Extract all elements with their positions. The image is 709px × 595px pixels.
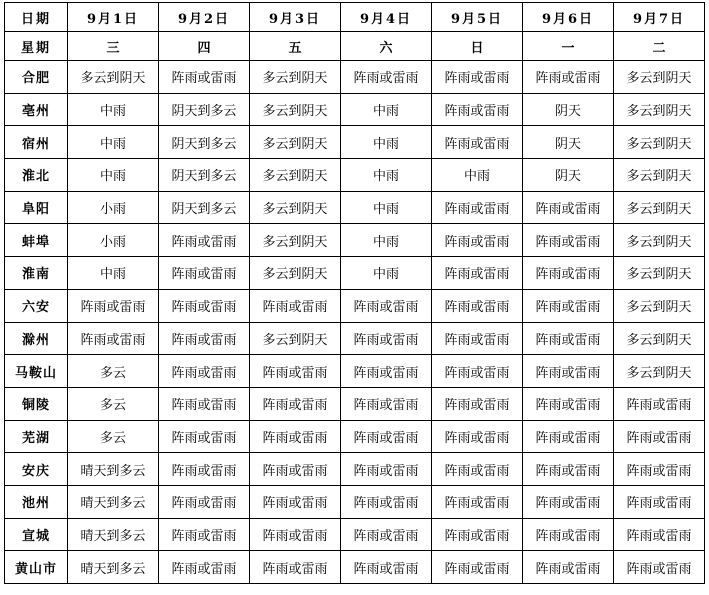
- forecast-cell: 阵雨或雷雨: [68, 289, 159, 322]
- weekday-header-cell: 二: [614, 32, 705, 61]
- forecast-cell: 阵雨或雷雨: [432, 387, 523, 420]
- forecast-cell: 阵雨或雷雨: [250, 551, 341, 584]
- weekday-header-cell: 三: [68, 32, 159, 61]
- date-header-cell: 9月6日: [523, 3, 614, 32]
- forecast-cell: 阵雨或雷雨: [341, 387, 432, 420]
- forecast-cell: 中雨: [432, 159, 523, 192]
- table-row: [5, 126, 705, 159]
- city-name-cell: 阜阳: [5, 191, 68, 224]
- forecast-cell: 阵雨或雷雨: [432, 485, 523, 518]
- forecast-cell: 阵雨或雷雨: [523, 322, 614, 355]
- table-row: [5, 485, 705, 518]
- forecast-body: [5, 61, 705, 584]
- forecast-cell: 阵雨或雷雨: [159, 453, 250, 486]
- forecast-cell: 阵雨或雷雨: [159, 289, 250, 322]
- forecast-cell: 多云到阴天: [614, 289, 705, 322]
- city-name-cell: 六安: [5, 289, 68, 322]
- weekday-header-cell: 五: [250, 32, 341, 61]
- forecast-cell: 阵雨或雷雨: [432, 453, 523, 486]
- corner-date-label: 日期: [5, 3, 68, 32]
- forecast-cell: 阵雨或雷雨: [614, 453, 705, 486]
- forecast-cell: 多云到阴天: [250, 126, 341, 159]
- table-row: [5, 61, 705, 94]
- forecast-cell: 多云: [68, 355, 159, 388]
- forecast-cell: 阵雨或雷雨: [432, 289, 523, 322]
- forecast-cell: 中雨: [341, 93, 432, 126]
- forecast-cell: 阵雨或雷雨: [341, 518, 432, 551]
- table-row: [5, 191, 705, 224]
- forecast-cell: 阵雨或雷雨: [523, 453, 614, 486]
- table-row: [5, 289, 705, 322]
- weekday-header-cell: 日: [432, 32, 523, 61]
- forecast-cell: 阵雨或雷雨: [341, 355, 432, 388]
- forecast-cell: 阵雨或雷雨: [523, 420, 614, 453]
- forecast-cell: 晴天到多云: [68, 518, 159, 551]
- city-name-cell: 安庆: [5, 453, 68, 486]
- weekday-header-cell: 四: [159, 32, 250, 61]
- forecast-cell: 阵雨或雷雨: [159, 387, 250, 420]
- forecast-cell: 阵雨或雷雨: [341, 420, 432, 453]
- city-name-cell: 合肥: [5, 61, 68, 94]
- city-name-cell: 淮南: [5, 257, 68, 290]
- forecast-cell: 阵雨或雷雨: [250, 518, 341, 551]
- city-name-cell: 亳州: [5, 93, 68, 126]
- weather-forecast-table: [4, 2, 705, 584]
- date-header-cell: 9月3日: [250, 3, 341, 32]
- city-name-cell: 宣城: [5, 518, 68, 551]
- forecast-cell: 阵雨或雷雨: [432, 257, 523, 290]
- forecast-cell: 阵雨或雷雨: [341, 289, 432, 322]
- forecast-cell: 多云到阴天: [250, 93, 341, 126]
- forecast-cell: 阵雨或雷雨: [523, 355, 614, 388]
- forecast-cell: 中雨: [341, 159, 432, 192]
- forecast-cell: 阵雨或雷雨: [250, 420, 341, 453]
- forecast-cell: 阵雨或雷雨: [614, 551, 705, 584]
- forecast-cell: 阵雨或雷雨: [159, 257, 250, 290]
- forecast-cell: 多云: [68, 387, 159, 420]
- forecast-cell: 晴天到多云: [68, 453, 159, 486]
- forecast-cell: 阵雨或雷雨: [523, 551, 614, 584]
- forecast-cell: 阵雨或雷雨: [159, 485, 250, 518]
- forecast-cell: 多云到阴天: [614, 61, 705, 94]
- forecast-cell: 阵雨或雷雨: [432, 420, 523, 453]
- forecast-cell: 多云到阴天: [614, 159, 705, 192]
- forecast-table-container: [4, 2, 705, 584]
- table-row: [5, 518, 705, 551]
- forecast-cell: 多云到阴天: [68, 61, 159, 94]
- forecast-cell: 阵雨或雷雨: [523, 61, 614, 94]
- forecast-cell: 阴天: [523, 93, 614, 126]
- forecast-cell: 阵雨或雷雨: [250, 485, 341, 518]
- forecast-cell: 阵雨或雷雨: [432, 126, 523, 159]
- forecast-cell: 阵雨或雷雨: [432, 355, 523, 388]
- city-name-cell: 马鞍山: [5, 355, 68, 388]
- forecast-cell: 多云到阴天: [250, 191, 341, 224]
- date-header-cell: 9月4日: [341, 3, 432, 32]
- forecast-cell: 阴天: [523, 159, 614, 192]
- forecast-cell: 阵雨或雷雨: [341, 551, 432, 584]
- forecast-cell: 阴天到多云: [159, 93, 250, 126]
- table-row: [5, 420, 705, 453]
- forecast-cell: 阵雨或雷雨: [523, 485, 614, 518]
- forecast-cell: 阵雨或雷雨: [68, 322, 159, 355]
- forecast-cell: 阵雨或雷雨: [523, 289, 614, 322]
- forecast-cell: 阵雨或雷雨: [341, 485, 432, 518]
- forecast-cell: 阵雨或雷雨: [614, 485, 705, 518]
- forecast-cell: 阵雨或雷雨: [159, 322, 250, 355]
- city-name-cell: 芜湖: [5, 420, 68, 453]
- forecast-cell: 多云到阴天: [250, 159, 341, 192]
- forecast-cell: 阵雨或雷雨: [250, 453, 341, 486]
- city-name-cell: 宿州: [5, 126, 68, 159]
- table-row: [5, 224, 705, 257]
- forecast-cell: 阵雨或雷雨: [614, 420, 705, 453]
- forecast-cell: 阵雨或雷雨: [614, 518, 705, 551]
- weekday-header-cell: 一: [523, 32, 614, 61]
- city-name-cell: 淮北: [5, 159, 68, 192]
- forecast-cell: 阵雨或雷雨: [523, 257, 614, 290]
- forecast-cell: 多云到阴天: [614, 191, 705, 224]
- forecast-cell: 阵雨或雷雨: [432, 322, 523, 355]
- forecast-cell: 中雨: [341, 257, 432, 290]
- forecast-cell: 阵雨或雷雨: [432, 93, 523, 126]
- forecast-cell: 阵雨或雷雨: [432, 191, 523, 224]
- forecast-cell: 阵雨或雷雨: [341, 61, 432, 94]
- date-header-cell: 9月5日: [432, 3, 523, 32]
- table-row: [5, 257, 705, 290]
- forecast-cell: 阵雨或雷雨: [159, 224, 250, 257]
- table-row: [5, 159, 705, 192]
- forecast-cell: 阵雨或雷雨: [250, 355, 341, 388]
- forecast-cell: 阵雨或雷雨: [523, 387, 614, 420]
- forecast-cell: 中雨: [341, 191, 432, 224]
- forecast-cell: 晴天到多云: [68, 551, 159, 584]
- corner-weekday-label: 星期: [5, 32, 68, 61]
- forecast-cell: 小雨: [68, 191, 159, 224]
- table-row: [5, 322, 705, 355]
- forecast-cell: 阵雨或雷雨: [159, 355, 250, 388]
- forecast-cell: 多云到阴天: [614, 93, 705, 126]
- forecast-cell: 阵雨或雷雨: [523, 191, 614, 224]
- forecast-cell: 阵雨或雷雨: [159, 551, 250, 584]
- forecast-cell: 多云到阴天: [614, 355, 705, 388]
- forecast-cell: 阴天到多云: [159, 159, 250, 192]
- forecast-cell: 阴天到多云: [159, 126, 250, 159]
- forecast-cell: 阵雨或雷雨: [159, 420, 250, 453]
- forecast-cell: 阵雨或雷雨: [523, 518, 614, 551]
- table-row: [5, 551, 705, 584]
- forecast-cell: 多云到阴天: [614, 224, 705, 257]
- forecast-cell: 阵雨或雷雨: [250, 289, 341, 322]
- city-name-cell: 蚌埠: [5, 224, 68, 257]
- forecast-cell: 阵雨或雷雨: [432, 518, 523, 551]
- forecast-cell: 阵雨或雷雨: [341, 453, 432, 486]
- forecast-cell: 阵雨或雷雨: [159, 61, 250, 94]
- forecast-cell: 多云到阴天: [250, 61, 341, 94]
- forecast-cell: 多云到阴天: [250, 322, 341, 355]
- forecast-cell: 小雨: [68, 224, 159, 257]
- weekday-header-cell: 六: [341, 32, 432, 61]
- forecast-cell: 多云到阴天: [250, 224, 341, 257]
- forecast-cell: 中雨: [68, 93, 159, 126]
- forecast-cell: 多云到阴天: [614, 126, 705, 159]
- forecast-cell: 阵雨或雷雨: [523, 224, 614, 257]
- table-row: [5, 355, 705, 388]
- forecast-cell: 阵雨或雷雨: [341, 322, 432, 355]
- forecast-cell: 晴天到多云: [68, 485, 159, 518]
- forecast-cell: 中雨: [68, 126, 159, 159]
- forecast-cell: 多云: [68, 420, 159, 453]
- date-header-row: [5, 3, 705, 32]
- forecast-cell: 多云到阴天: [614, 257, 705, 290]
- city-name-cell: 黄山市: [5, 551, 68, 584]
- weekday-header-row: [5, 32, 705, 61]
- forecast-cell: 阵雨或雷雨: [432, 61, 523, 94]
- forecast-cell: 中雨: [68, 159, 159, 192]
- forecast-cell: 阴天到多云: [159, 191, 250, 224]
- forecast-cell: 阴天: [523, 126, 614, 159]
- forecast-cell: 阵雨或雷雨: [432, 551, 523, 584]
- table-row: [5, 387, 705, 420]
- forecast-cell: 阵雨或雷雨: [159, 518, 250, 551]
- city-name-cell: 滁州: [5, 322, 68, 355]
- forecast-cell: 多云到阴天: [614, 322, 705, 355]
- forecast-cell: 中雨: [341, 224, 432, 257]
- date-header-cell: 9月7日: [614, 3, 705, 32]
- date-header-cell: 9月1日: [68, 3, 159, 32]
- forecast-cell: 阵雨或雷雨: [250, 387, 341, 420]
- table-row: [5, 453, 705, 486]
- forecast-cell: 阵雨或雷雨: [432, 224, 523, 257]
- forecast-cell: 多云到阴天: [250, 257, 341, 290]
- forecast-cell: 阵雨或雷雨: [614, 387, 705, 420]
- forecast-cell: 中雨: [68, 257, 159, 290]
- forecast-cell: 中雨: [341, 126, 432, 159]
- city-name-cell: 池州: [5, 485, 68, 518]
- date-header-cell: 9月2日: [159, 3, 250, 32]
- city-name-cell: 铜陵: [5, 387, 68, 420]
- table-row: [5, 93, 705, 126]
